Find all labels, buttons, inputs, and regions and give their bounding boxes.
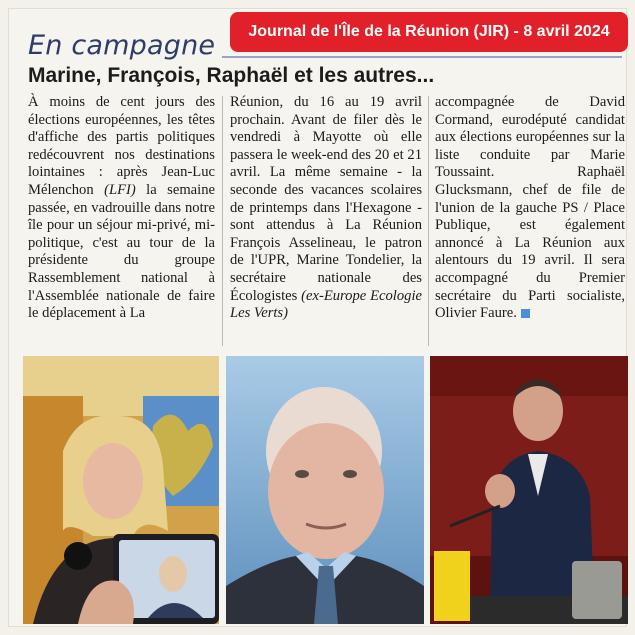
photo-woman-with-phones	[23, 356, 219, 624]
rubric-title: En campagne	[28, 30, 216, 61]
rubric-rule	[222, 56, 622, 58]
source-banner	[230, 12, 628, 52]
source-banner-text: Journal de l'Île de la Réunion (JIR) - 8 avril 2024	[248, 23, 610, 40]
article-column-1	[28, 94, 215, 323]
article-column-3	[435, 94, 625, 323]
column-2-text: Réunion, du 16 au 19 avril prochain. Avant de filer dès le vendredi à Mayotte où elle passera le week-end des 20 et 21 avril. La même semaine - la seconde des vacances scolaires de printemps dans l'Hexagone - sont attendus à La Réunion François Asselineau, le patron de l'UPR, Marine Tondelier, la secrétaire nationale des Écologistes	[230, 94, 422, 304]
photo-man-in-suit	[226, 356, 424, 624]
photo-man-at-podium	[430, 356, 628, 624]
party-tag: (ex-Europe Ecologie Les Verts)	[230, 287, 422, 322]
column-1-tail: la semaine passée, en vadrouille dans notre île pour un séjour mi-privé, mi-politique, c'est au tour de la présidente du groupe Rassemblement national à l'Assemblée nationale de faire le déplacement à La	[28, 181, 215, 322]
column-3-text: accompagnée de David Cormand, eurodéputé candidat aux élections européennes sur la liste conduite par Marie Toussaint. Raphaël Glucksmann, chef de file de l'union de la gauche PS / Place Publique, est également annoncé à La Réunion aux alentours du 19 avril. Il sera accompagné du Premier secrétaire du Parti socialiste, Olivier Faure.	[435, 94, 625, 322]
article-column-2	[230, 94, 422, 323]
party-tag: (LFI)	[104, 181, 136, 198]
column-1-text: À moins de cent jours des élections européennes, les têtes d'affiche des partis politiques redécouvrent nos destinations lointaines : après Jean-Luc Mélenchon	[28, 94, 215, 198]
end-mark-icon	[521, 309, 530, 318]
article-headline: Marine, François, Raphaël et les autres...	[28, 64, 435, 87]
column-divider	[428, 96, 429, 346]
column-divider	[222, 96, 223, 346]
